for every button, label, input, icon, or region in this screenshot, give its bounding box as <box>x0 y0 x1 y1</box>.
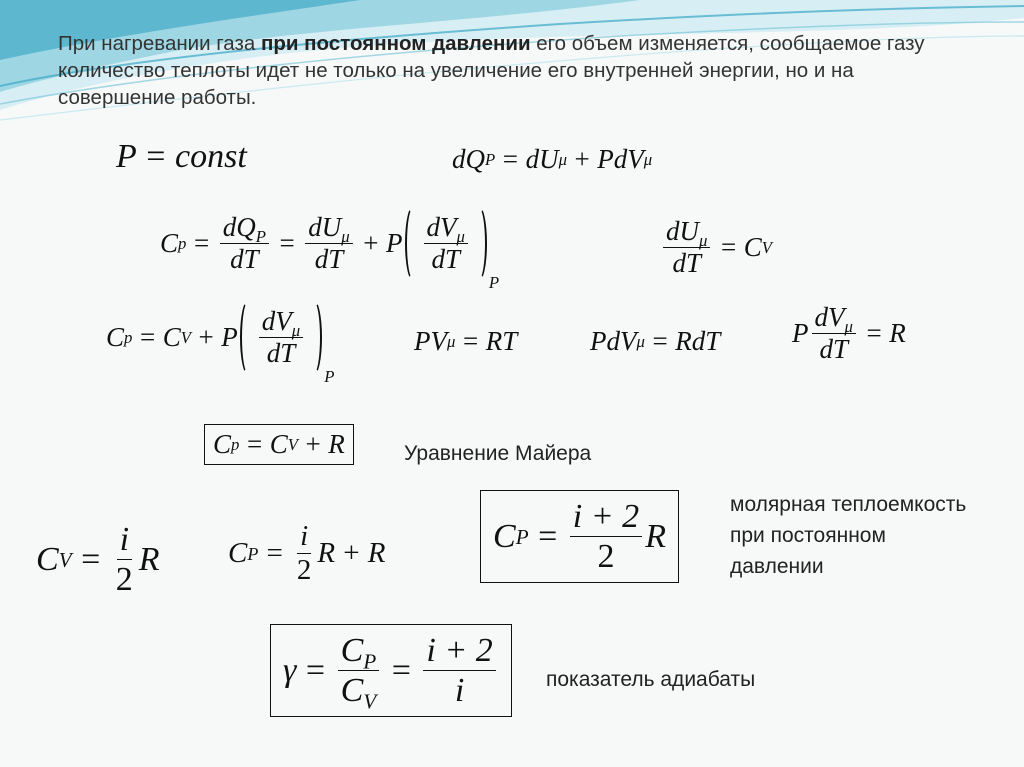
symbol: C <box>493 517 516 555</box>
adiabatic-index-label: показатель адиабаты <box>546 668 756 691</box>
symbol: dU <box>525 144 559 174</box>
mayer-label: Уравнение Майера <box>404 442 592 465</box>
subscript: P <box>255 226 266 246</box>
symbol: 2 <box>296 554 312 587</box>
subscript: μ <box>291 320 301 340</box>
symbol: dT <box>672 248 701 279</box>
subscript: μ <box>456 226 465 246</box>
symbol: dT <box>314 244 344 275</box>
symbol: P <box>386 228 403 259</box>
equation-mayer-box: C p = C V + R <box>204 424 354 465</box>
symbol: 2 <box>115 561 133 599</box>
equation-cp-cv: C p = C V + P $\frac{dV_\mu}{dT}$ P <box>106 306 335 387</box>
fraction <box>663 216 710 279</box>
fraction <box>338 631 380 714</box>
equation-pv-rt: PV μ = RT <box>414 326 518 356</box>
symbol: C <box>36 540 59 578</box>
symbol: i + 2 <box>423 631 495 671</box>
equation-du-dt: $\frac{dU_\mu}{dT}$ = C V <box>660 216 772 279</box>
symbol: R <box>889 318 906 349</box>
fraction <box>570 497 642 576</box>
equation-cp-box: C P = $\frac{i + 2}{2}$ R <box>480 490 679 583</box>
equation-cp-definition: C p = $\frac{dQ_P}{dT}$ = $\frac{dU_\mu}{dT}$ + P $\frac{dV_\mu}{dT}$ P <box>160 212 500 293</box>
symbol: dV <box>814 302 845 332</box>
symbol: C <box>340 672 364 710</box>
symbol: dQ <box>452 144 485 174</box>
symbol: const <box>175 138 247 175</box>
subscript: μ <box>341 226 350 246</box>
symbol: C <box>228 537 248 570</box>
equation-cv-i2: C V = $\frac{i}{2}$ R <box>36 521 160 599</box>
subscript: P <box>324 367 335 387</box>
symbol: PdV <box>590 326 637 356</box>
fraction <box>423 631 495 710</box>
symbol: R <box>328 429 345 459</box>
equation-p-dvdt-r: P $\frac{dV_\mu}{dT}$ = R <box>792 302 906 365</box>
symbol: PdV <box>597 144 644 174</box>
symbol: dU <box>666 216 699 246</box>
intro-paragraph <box>58 30 958 111</box>
symbol: P <box>116 138 137 175</box>
fraction <box>305 212 352 275</box>
molar-heat-capacity-label: молярная теплоемкость при постоянном давлении <box>730 493 967 578</box>
subscript: P <box>363 649 377 674</box>
symbol: C <box>106 322 125 353</box>
fraction <box>113 520 136 599</box>
symbol: i <box>454 672 465 710</box>
symbol: dT <box>819 334 848 365</box>
subscript: V <box>363 689 377 714</box>
symbol: C <box>213 429 232 459</box>
symbol: PV <box>414 326 447 356</box>
symbol: C <box>160 228 179 259</box>
intro-text-before: При нагревании газа <box>58 32 261 55</box>
fraction <box>220 212 269 275</box>
intro-text-bold: при постоянном давлении <box>260 32 531 55</box>
subscript: P <box>488 273 500 293</box>
symbol: dQ <box>222 212 256 242</box>
equation-cp-i2: C P = $\frac{i}{2}$ R + R <box>228 520 386 587</box>
symbol: i <box>117 520 132 560</box>
parentheses <box>240 306 322 369</box>
symbol: i + 2 <box>570 497 642 537</box>
symbol: R <box>367 537 386 570</box>
symbol: C <box>269 429 288 459</box>
equation-gamma-box: γ = $\frac{C_P}{C_V}$ = $\frac{i + 2}{i}$ <box>270 624 512 717</box>
symbol: RT <box>485 326 518 356</box>
symbol: R <box>317 537 336 570</box>
symbol: dV <box>426 212 457 242</box>
symbol: dT <box>266 338 296 369</box>
equation-p-const: P = const <box>116 138 247 175</box>
symbol: i <box>297 520 311 554</box>
symbol: P <box>792 318 809 349</box>
subscript: μ <box>699 230 708 250</box>
symbol: R <box>138 540 160 578</box>
fraction <box>424 212 468 275</box>
equation-dq-p: dQ P = dU μ + PdV μ <box>452 144 653 174</box>
symbol: γ <box>283 651 297 689</box>
symbol: dT <box>230 244 259 275</box>
fraction <box>812 302 856 365</box>
intro-text-after: его объем изменяется, сообщаемое газу количество теплоты идет не только на увеличение его внутренней энергии, но и на совершение работы. <box>58 32 925 109</box>
symbol: C <box>340 632 364 669</box>
parentheses <box>405 212 487 275</box>
symbol: 2 <box>597 538 615 576</box>
symbol: dV <box>261 306 292 336</box>
symbol: R <box>645 517 666 555</box>
symbol: RdT <box>675 326 721 356</box>
symbol: P <box>221 322 238 353</box>
subscript: μ <box>844 316 853 336</box>
symbol: dU <box>308 212 342 242</box>
symbol: C <box>162 322 181 353</box>
fraction <box>259 306 303 369</box>
fraction <box>294 520 315 588</box>
symbol: C <box>743 232 762 263</box>
equation-pdv-rdt: PdV μ = RdT <box>590 326 721 356</box>
symbol: dT <box>431 244 460 275</box>
